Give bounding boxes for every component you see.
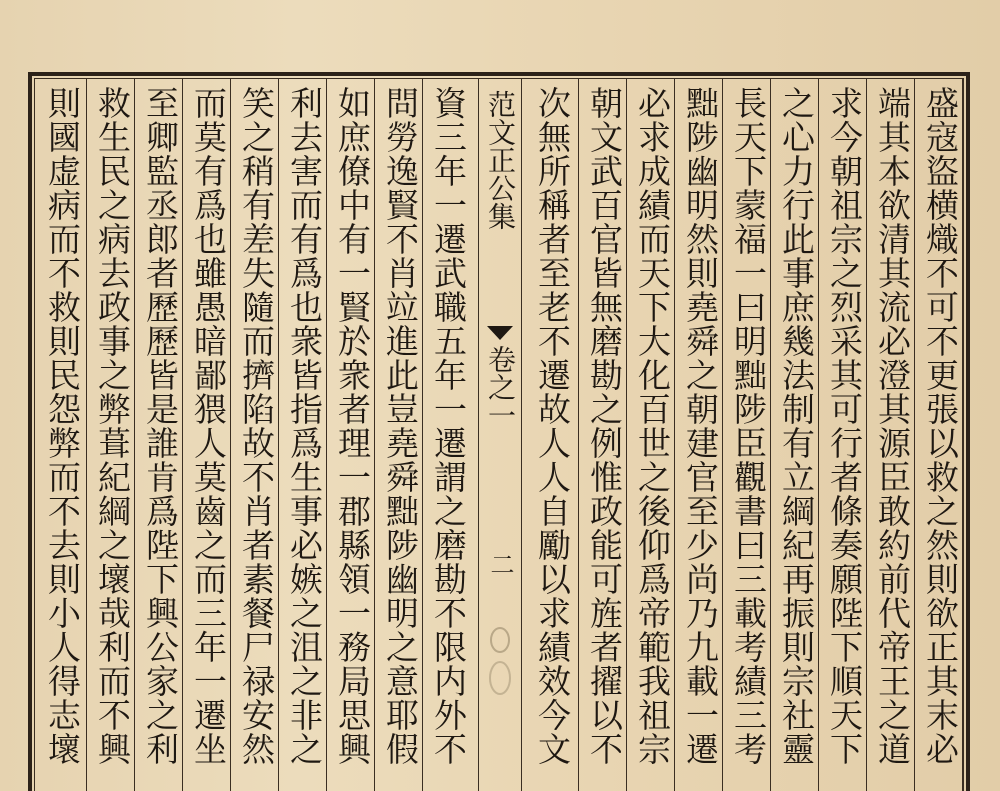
library-seal-icon — [487, 620, 513, 700]
text-column: 資三年一遷武職五年一遷謂之磨勘不限内外不 — [429, 86, 468, 766]
text-column: 笑之稍有差失隨而擠陷故不肖者素餐尸禄安然 — [237, 86, 276, 766]
column-rule — [230, 78, 231, 791]
text-column: 必求成績而天下大化百世之後仰爲帝範我祖宗 — [633, 86, 672, 766]
text-column: 長天下蒙福一曰明黜陟臣觀書曰三載考績三考 — [729, 86, 768, 766]
text-column: 求今朝祖宗之烈采其可行者條奏願陛下順天下 — [825, 86, 864, 766]
page-number: 二 — [486, 552, 514, 576]
text-column: 黜陟幽明然則堯舜之朝建官至少尚乃九載一遷 — [681, 86, 720, 766]
column-rule — [626, 78, 627, 791]
column-rule — [134, 78, 135, 791]
column-rule — [962, 78, 963, 791]
text-column: 利去害而有爲也衆皆指爲生事必嫉之沮之非之 — [285, 86, 324, 766]
text-column: 端其本欲清其流必澄其源臣敢約前代帝王之道 — [873, 86, 912, 766]
text-column: 至卿監丞郎者歷歷皆是誰肯爲陛下興公家之利 — [141, 86, 180, 766]
column-rule — [770, 78, 771, 791]
text-column: 問勞逸賢不肖竝進此豈堯舜黜陟幽明之意耶假 — [381, 86, 420, 766]
column-rule — [374, 78, 375, 791]
column-rule — [182, 78, 183, 791]
column-rule — [326, 78, 327, 791]
column-rule — [278, 78, 279, 791]
column-rule — [578, 78, 579, 791]
text-column: 則國虚病而不救則民怨弊而不去則小人得志壞 — [43, 86, 82, 766]
text-column: 朝文武百官皆無磨勘之例惟政能可旌者擢以不 — [585, 86, 624, 766]
column-rule — [722, 78, 723, 791]
column-rule — [422, 78, 423, 791]
column-rule — [674, 78, 675, 791]
fishtail-mark-icon — [487, 326, 513, 340]
text-column: 之心力行此事庶幾法制有立綱紀再振則宗社靈 — [777, 86, 816, 766]
column-rule — [866, 78, 867, 791]
column-rule — [86, 78, 87, 791]
volume-label: 卷之一 — [484, 345, 517, 429]
text-column: 如庶僚中有一賢於衆者理一郡縣領一務局思興 — [333, 86, 372, 766]
column-rule — [914, 78, 915, 791]
text-column: 而莫有爲也雖愚暗鄙猥人莫齒之而三年一遷坐 — [189, 86, 228, 766]
book-title: 范文正公集 — [484, 90, 517, 230]
column-rule — [818, 78, 819, 791]
text-column: 次無所稱者至老不遷故人人自勵以求績效今文 — [533, 86, 572, 766]
text-column: 盛寇盜横熾不可不更張以救之然則欲正其末必 — [921, 86, 960, 766]
text-column: 救生民之病去政事之弊葺紀綱之壞哉利而不興 — [93, 86, 132, 766]
